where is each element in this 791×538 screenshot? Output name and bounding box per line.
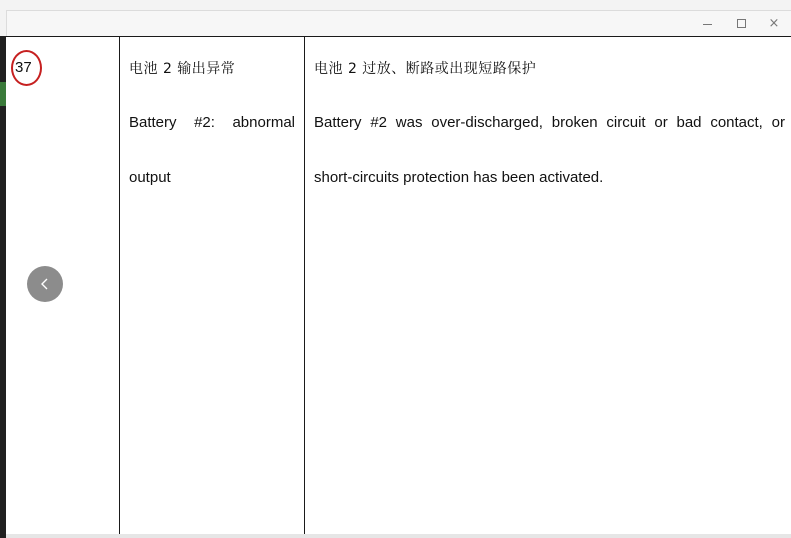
word: was [395, 114, 423, 131]
chevron-left-icon [39, 277, 51, 291]
row-number: 37 [15, 59, 32, 76]
fault-name-chinese: 电池 2 输出异常 [129, 61, 236, 77]
fault-description-english-line1 [314, 114, 785, 131]
word: or [654, 114, 668, 131]
fault-name-english-line2: output [129, 169, 171, 186]
bottom-scroll-area [6, 534, 791, 538]
maximize-button[interactable] [724, 11, 758, 36]
maximize-icon [737, 19, 746, 28]
word: Battery [314, 114, 362, 131]
title-bar [6, 10, 791, 36]
previous-page-button[interactable] [27, 266, 63, 302]
word: bad [676, 114, 702, 131]
word: abnormal [232, 114, 295, 131]
fault-description-english-line2: short-circuits protection has been activated. [314, 169, 604, 186]
minimize-icon [703, 24, 712, 25]
word: or [771, 114, 785, 131]
close-button[interactable] [757, 11, 791, 36]
table-column-divider [304, 37, 305, 534]
word: broken [551, 114, 598, 131]
word: circuit [606, 114, 646, 131]
word: Battery [129, 114, 177, 131]
word: #2 [370, 114, 387, 131]
fault-name-english-line1 [129, 114, 295, 131]
word: contact, [710, 114, 763, 131]
close-icon: × [768, 16, 780, 31]
fault-description-chinese: 电池 2 过放、断路或出现短路保护 [314, 61, 537, 77]
document-page [6, 36, 791, 536]
word: over-discharged, [431, 114, 543, 131]
table-column-divider [119, 37, 120, 534]
word: #2: [194, 114, 215, 131]
minimize-button[interactable] [690, 11, 724, 36]
